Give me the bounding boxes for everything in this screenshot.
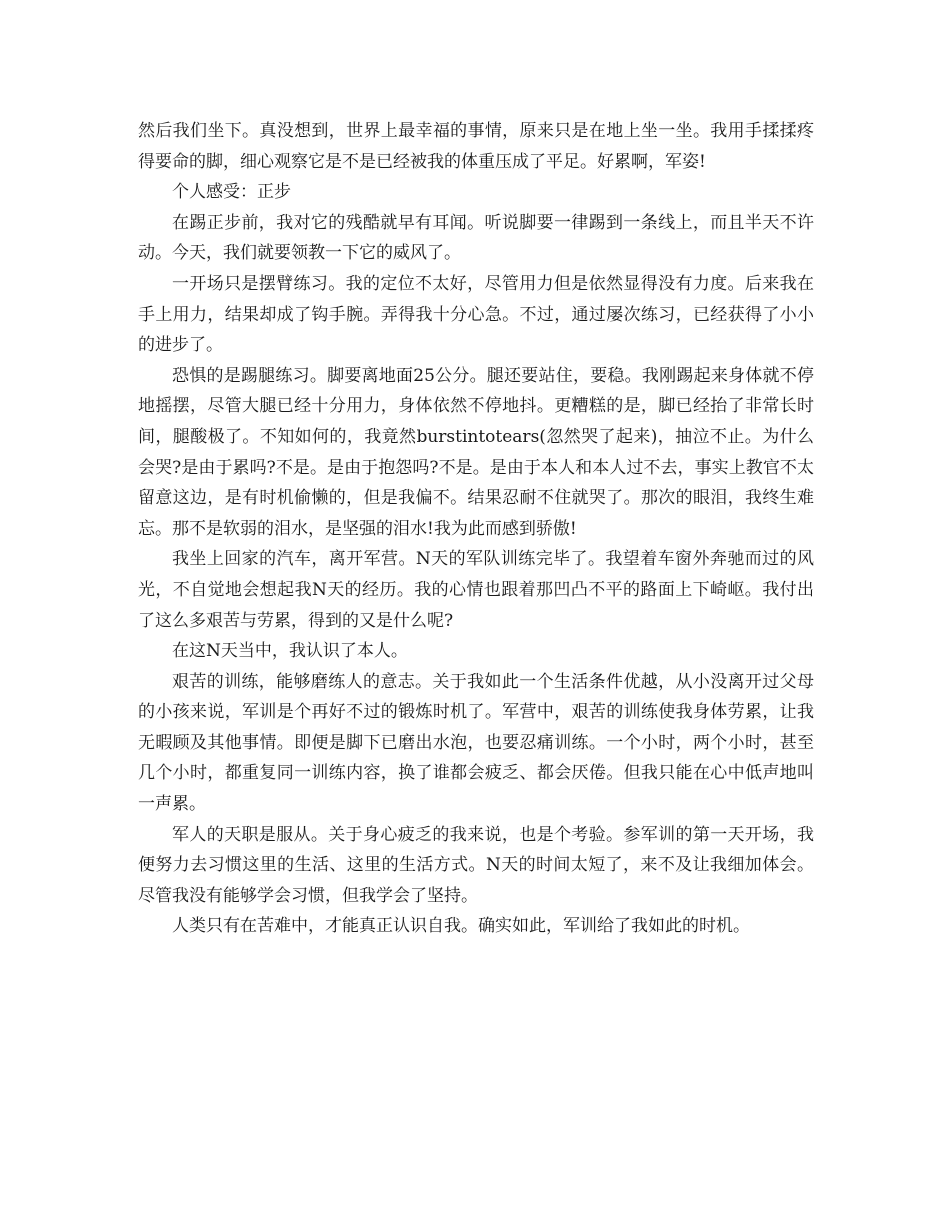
document-body bbox=[138, 116, 814, 942]
paragraph-4: 一开场只是摆臂练习。我的定位不太好，尽管用力但是依然显得没有力度。后来我在手上用力，结果却成了钩手腕。弄得我十分心急。不过，通过屡次练习，已经获得了小小的进步了。 bbox=[138, 273, 814, 356]
paragraph-3: 在踢正步前，我对它的残酷就早有耳闻。听说脚要一律踢到一条线上，而且半天不许动。今天，我们就要领教一下它的威风了。 bbox=[138, 212, 814, 264]
paragraph-2-heading: 个人感受：正步 bbox=[172, 182, 291, 203]
paragraph-6: 我坐上回家的汽车，离开军营。N天的军队训练完毕了。我望着车窗外奔驰而过的风光，不自觉地会想起我N天的经历。我的心情也跟着那凹凸不平的路面上下崎岖。我付出了这么多艰苦与劳累，得到的又是什么呢? bbox=[138, 549, 814, 631]
paragraph-8: 艰苦的训练，能够磨练人的意志。关于我如此一个生活条件优越，从小没离开过父母的小孩来说，军训是个再好不过的锻炼时机了。军营中，艰苦的训练使我身体劳累，让我无暇顾及其他事情。即便是脚下已磨出水泡，也要忍痛训练。一个小时，两个小时，甚至几个小时，都重复同一训练内容，换了谁都会疲乏、都会厌倦。但我只能在心中低声地叫一声累。 bbox=[138, 671, 814, 815]
paragraph-5: 恐惧的是踢腿练习。脚要离地面25公分。腿还要站住，要稳。我刚踢起来身体就不停地摇摆，尽管大腿已经十分用力，身体依然不停地抖。更糟糕的是，脚已经抬了非常长时间，腿酸极了。不知如何的，我竟然burstintotears(忽然哭了起来)，抽泣不止。为什么会哭?是由于累吗?不是。是由于抱怨吗?不是。是由于本人和本人过不去，事实上教官不太留意这边，是有时机偷懒的，但是我偏不。结果忍耐不住就哭了。那次的眼泪，我终生难忘。那不是软弱的泪水，是坚强的泪水!我为此而感到骄傲! bbox=[138, 365, 814, 539]
paragraph-1: 然后我们坐下。真没想到，世界上最幸福的事情，原来只是在地上坐一坐。我用手揉揉疼得要命的脚，细心观察它是不是已经被我的体重压成了平足。好累啊，军姿! bbox=[138, 121, 814, 172]
paragraph-7: 在这N天当中，我认识了本人。 bbox=[172, 641, 408, 662]
paragraph-9: 军人的天职是服从。关于身心疲乏的我来说，也是个考验。参军训的第一天开场，我便努力去习惯这里的生活、这里的生活方式。N天的时间太短了，来不及让我细加体会。尽管我没有能够学会习惯，但我学会了坚持。 bbox=[138, 824, 814, 906]
paragraph-10: 人类只有在苦难中，才能真正认识自我。确实如此，军训给了我如此的时机。 bbox=[172, 916, 750, 937]
